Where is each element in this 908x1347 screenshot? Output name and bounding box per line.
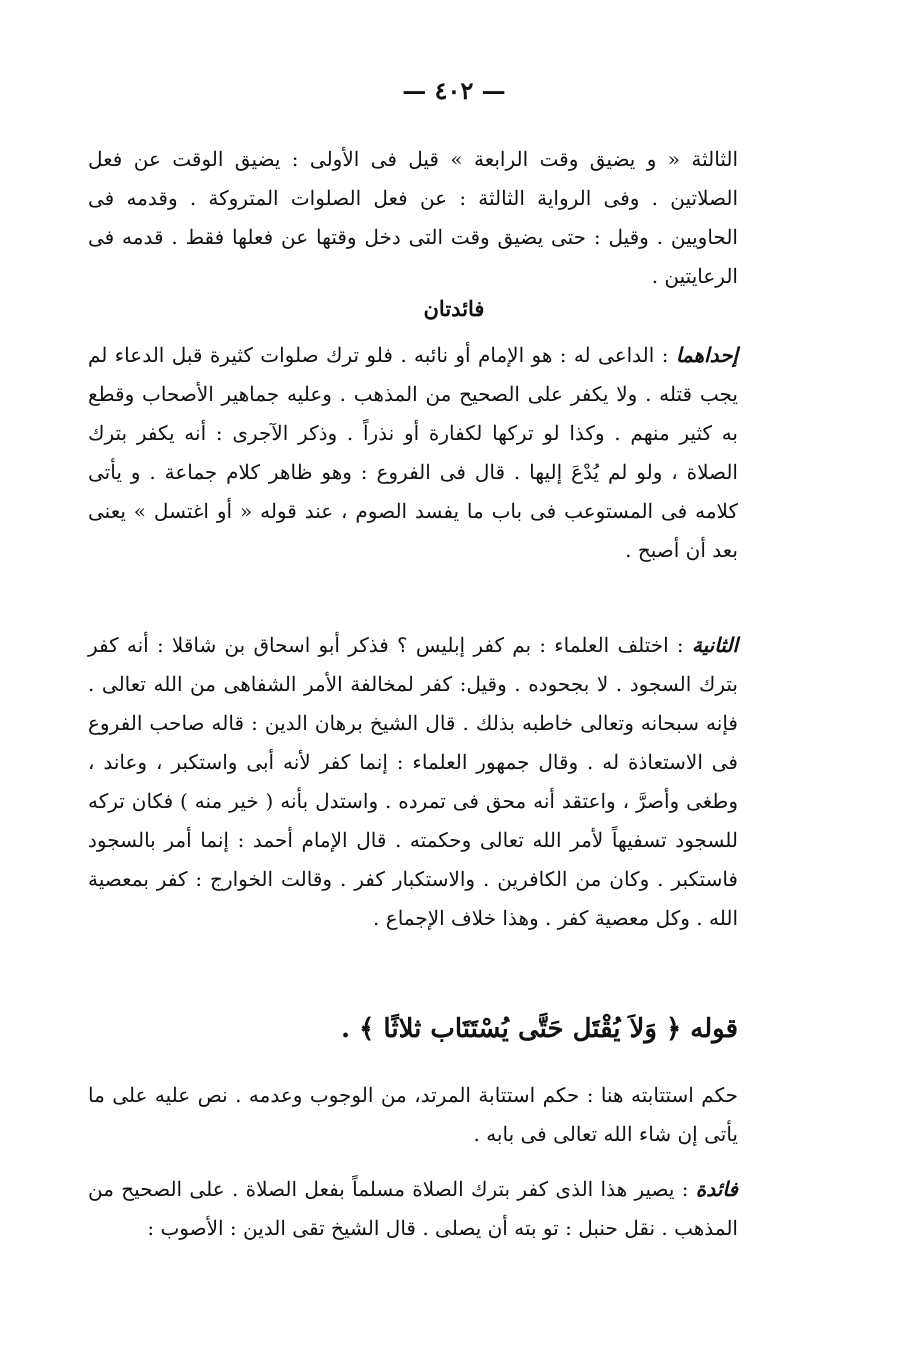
paragraph-3-body: : اختلف العلماء : بم كفر إبليس ؟ فذكر أبو اسحاق بن شاقلا : أنه كفر بترك السجود . لا بجحوده . وقيل: كفر لمخالفة الأمر الشفاهى من الله تعالى . فإنه سبحانه وتعالى خاطبه بذلك . قال الشيخ برهان الدين : قاله صاحب الفروع فى الاستعاذة له . وقال جمهور العلماء : إنما كفر لأنه أبى واستكبر ، وعاند ، وطغى وأصرَّ ، واعتقد أنه محق فى تمرده . واستدل بأنه ( خير منه ) فكان تركه للسجود تسفيهاً لأمر الله تعالى وحكمته . قال الإمام أحمد : إنما أمر بالسجود فاستكبر . وكان من الكافرين . والاستكبار كفر . وقالت الخوارج : كفر بمعصية الله . وكل معصية كفر . وهذا خلاف الإجماع .	[88, 633, 738, 930]
paragraph-2-lead: إحداهما	[675, 343, 738, 367]
page-number: — ٤٠٢ —	[402, 76, 506, 105]
paragraph-3-text	[88, 626, 738, 938]
paragraph-2	[88, 336, 738, 570]
paragraph-1-text: الثالثة « و يضيق وقت الرابعة » قيل فى الأولى : يضيق الوقت عن فعل الصلاتين . وفى الرواية الثالثة : عن فعل الصلوات المتروكة . وقدمه فى الحاويين . وقيل : حتى يضيق وقت التى دخل وقتها عن فعلها فقط . قدمه فى الرعايتين .	[88, 147, 739, 288]
paragraph-4	[88, 1076, 738, 1154]
paragraph-1	[88, 140, 738, 296]
paragraph-5-lead: فائدة	[695, 1177, 738, 1201]
paragraph-3-lead: الثانية	[691, 633, 738, 657]
paragraph-2-text	[88, 336, 738, 570]
paragraph-5	[88, 1170, 738, 1248]
section-heading: فائدتان	[423, 296, 485, 321]
paragraph-3	[88, 626, 738, 938]
paragraph-5-text	[88, 1170, 738, 1248]
paragraph-4-text: حكم استتابته هنا : حكم استتابة المرتد، من الوجوب وعدمه . نص عليه على ما يأتى إن شاء الله تعالى فى بابه .	[88, 1083, 738, 1146]
paragraph-5-body: : يصير هذا الذى كفر بترك الصلاة مسلماً بفعل الصلاة . على الصحيح من المذهب . نقل حنبل : تو بته أن يصلى . قال الشيخ تقى الدين : الأصوب :	[88, 1177, 738, 1240]
quoted-text: قوله ﴿ وَلاَ يُقْتَل حَتَّى يُسْتَتَاب ثلاثًا ﴾ .	[341, 1014, 738, 1044]
paragraph-2-body: : الداعى له : هو الإمام أو نائبه . فلو ترك صلوات كثيرة قبل الدعاء لم يجب قتله . ولا يكفر على الصحيح من المذهب . وعليه جماهير الأصحاب وقطع به كثير منهم . وكذا لو تركها لكفارة أو نذراً . وذكر الآجرى : أنه يكفر بترك الصلاة ، ولو لم يُدْعَ إليها . قال فى الفروع : وهو ظاهر كلام جماعة . و يأتى كلامه فى المستوعب فى باب ما يفسد الصوم ، عند قوله « أو اغتسل » يعنى بعد أن أصبح .	[88, 343, 738, 562]
